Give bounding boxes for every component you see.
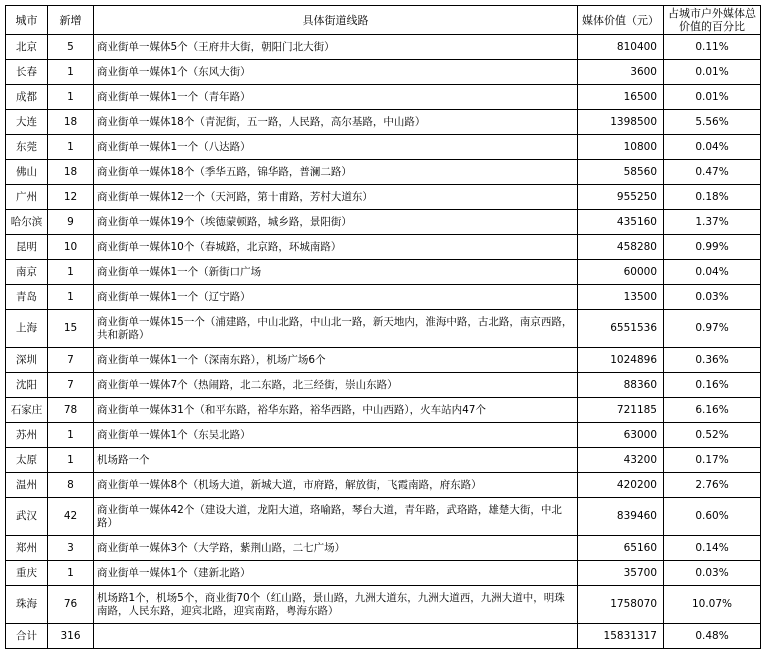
value-cell: 810400 bbox=[578, 35, 664, 60]
table-row bbox=[6, 473, 761, 498]
share-cell: 5.56% bbox=[664, 110, 761, 135]
header-route: 具体街道线路 bbox=[94, 6, 578, 35]
value-cell: 420200 bbox=[578, 473, 664, 498]
value-cell: 58560 bbox=[578, 160, 664, 185]
table-row bbox=[6, 448, 761, 473]
route-cell: 商业街单一媒体31个（和平东路，裕华东路，裕华西路，中山西路），火车站内47个 bbox=[94, 398, 578, 423]
table-row bbox=[6, 586, 761, 624]
new-cell: 1 bbox=[48, 60, 94, 85]
share-cell: 0.01% bbox=[664, 85, 761, 110]
route-cell: 商业街单一媒体42个（建设大道，龙阳大道，珞喻路，琴台大道，青年路，武珞路，雄楚大街，中北路） bbox=[94, 498, 578, 536]
table-row bbox=[6, 35, 761, 60]
share-cell: 6.16% bbox=[664, 398, 761, 423]
table-row bbox=[6, 110, 761, 135]
table-row bbox=[6, 398, 761, 423]
share-cell: 0.01% bbox=[664, 60, 761, 85]
city-cell: 苏州 bbox=[6, 423, 48, 448]
city-cell: 南京 bbox=[6, 260, 48, 285]
header-city: 城市 bbox=[6, 6, 48, 35]
route-cell: 机场路一个 bbox=[94, 448, 578, 473]
city-cell: 郑州 bbox=[6, 536, 48, 561]
value-cell: 435160 bbox=[578, 210, 664, 235]
new-cell: 1 bbox=[48, 260, 94, 285]
table-row bbox=[6, 423, 761, 448]
city-cell: 深圳 bbox=[6, 348, 48, 373]
table-row bbox=[6, 135, 761, 160]
city-cell: 广州 bbox=[6, 185, 48, 210]
value-cell: 88360 bbox=[578, 373, 664, 398]
route-cell: 商业街单一媒体1个（建新北路） bbox=[94, 561, 578, 586]
value-cell: 60000 bbox=[578, 260, 664, 285]
new-cell: 3 bbox=[48, 536, 94, 561]
city-cell: 北京 bbox=[6, 35, 48, 60]
city-cell: 珠海 bbox=[6, 586, 48, 624]
table-row bbox=[6, 498, 761, 536]
city-cell: 佛山 bbox=[6, 160, 48, 185]
total-row bbox=[6, 624, 761, 649]
share-cell: 1.37% bbox=[664, 210, 761, 235]
city-cell: 上海 bbox=[6, 310, 48, 348]
new-cell: 76 bbox=[48, 586, 94, 624]
city-cell: 哈尔滨 bbox=[6, 210, 48, 235]
new-cell: 15 bbox=[48, 310, 94, 348]
media-table bbox=[5, 5, 761, 649]
route-cell: 商业街单一媒体18个（季华五路，锦华路，普澜二路） bbox=[94, 160, 578, 185]
total-value: 15831317 bbox=[578, 624, 664, 649]
table-row bbox=[6, 235, 761, 260]
city-cell: 石家庄 bbox=[6, 398, 48, 423]
new-cell: 9 bbox=[48, 210, 94, 235]
city-cell: 长春 bbox=[6, 60, 48, 85]
share-cell: 10.07% bbox=[664, 586, 761, 624]
share-cell: 0.99% bbox=[664, 235, 761, 260]
route-cell: 商业街单一媒体15一个（浦建路，中山北路，中山北一路，新天地内，淮海中路，古北路，南京西路，共和新路） bbox=[94, 310, 578, 348]
share-cell: 0.97% bbox=[664, 310, 761, 348]
city-cell: 成都 bbox=[6, 85, 48, 110]
total-label: 合计 bbox=[6, 624, 48, 649]
route-cell: 商业街单一媒体12一个（天河路，第十甫路，芳村大道东） bbox=[94, 185, 578, 210]
city-cell: 东莞 bbox=[6, 135, 48, 160]
new-cell: 5 bbox=[48, 35, 94, 60]
new-cell: 1 bbox=[48, 135, 94, 160]
route-cell: 商业街单一媒体1一个（八达路） bbox=[94, 135, 578, 160]
table-row bbox=[6, 60, 761, 85]
new-cell: 1 bbox=[48, 423, 94, 448]
value-cell: 65160 bbox=[578, 536, 664, 561]
share-cell: 0.03% bbox=[664, 285, 761, 310]
table-row bbox=[6, 310, 761, 348]
city-cell: 太原 bbox=[6, 448, 48, 473]
value-cell: 1024896 bbox=[578, 348, 664, 373]
table-row bbox=[6, 260, 761, 285]
new-cell: 7 bbox=[48, 348, 94, 373]
value-cell: 13500 bbox=[578, 285, 664, 310]
new-cell: 42 bbox=[48, 498, 94, 536]
new-cell: 8 bbox=[48, 473, 94, 498]
share-cell: 0.04% bbox=[664, 260, 761, 285]
share-cell: 0.47% bbox=[664, 160, 761, 185]
route-cell: 商业街单一媒体7个（热闹路，北二东路，北三经街，崇山东路） bbox=[94, 373, 578, 398]
value-cell: 63000 bbox=[578, 423, 664, 448]
header-value: 媒体价值（元） bbox=[578, 6, 664, 35]
route-cell: 商业街单一媒体1一个（深南东路），机场广场6个 bbox=[94, 348, 578, 373]
route-cell: 机场路1个，机场5个，商业街70个（红山路，景山路，九洲大道东，九洲大道西，九洲大道中，明珠南路，人民东路，迎宾北路，迎宾南路，粤海东路） bbox=[94, 586, 578, 624]
new-cell: 1 bbox=[48, 85, 94, 110]
value-cell: 458280 bbox=[578, 235, 664, 260]
share-cell: 0.16% bbox=[664, 373, 761, 398]
share-cell: 0.03% bbox=[664, 561, 761, 586]
table-row bbox=[6, 536, 761, 561]
new-cell: 18 bbox=[48, 160, 94, 185]
value-cell: 721185 bbox=[578, 398, 664, 423]
table-row bbox=[6, 561, 761, 586]
table-row bbox=[6, 285, 761, 310]
new-cell: 7 bbox=[48, 373, 94, 398]
city-cell: 武汉 bbox=[6, 498, 48, 536]
table-row bbox=[6, 348, 761, 373]
value-cell: 955250 bbox=[578, 185, 664, 210]
route-cell: 商业街单一媒体18个（青泥街，五一路，人民路，高尔基路，中山路） bbox=[94, 110, 578, 135]
header-row bbox=[6, 6, 761, 35]
city-cell: 大连 bbox=[6, 110, 48, 135]
new-cell: 18 bbox=[48, 110, 94, 135]
header-share: 占城市户外媒体总价值的百分比 bbox=[664, 6, 761, 35]
new-cell: 1 bbox=[48, 285, 94, 310]
new-cell: 1 bbox=[48, 448, 94, 473]
route-cell: 商业街单一媒体10个（春城路，北京路，环城南路） bbox=[94, 235, 578, 260]
table-row bbox=[6, 160, 761, 185]
route-cell: 商业街单一媒体5个（王府井大街，朝阳门北大街） bbox=[94, 35, 578, 60]
route-cell: 商业街单一媒体1一个（新街口广场 bbox=[94, 260, 578, 285]
value-cell: 10800 bbox=[578, 135, 664, 160]
value-cell: 1398500 bbox=[578, 110, 664, 135]
route-cell: 商业街单一媒体3个（大学路，紫荆山路，二七广场） bbox=[94, 536, 578, 561]
value-cell: 839460 bbox=[578, 498, 664, 536]
header-new: 新增 bbox=[48, 6, 94, 35]
route-cell: 商业街单一媒体1个（东风大街） bbox=[94, 60, 578, 85]
share-cell: 0.04% bbox=[664, 135, 761, 160]
value-cell: 16500 bbox=[578, 85, 664, 110]
city-cell: 青岛 bbox=[6, 285, 48, 310]
share-cell: 0.17% bbox=[664, 448, 761, 473]
table-row bbox=[6, 85, 761, 110]
city-cell: 重庆 bbox=[6, 561, 48, 586]
total-share: 0.48% bbox=[664, 624, 761, 649]
share-cell: 0.52% bbox=[664, 423, 761, 448]
route-cell: 商业街单一媒体1个（东吴北路） bbox=[94, 423, 578, 448]
table-row bbox=[6, 210, 761, 235]
city-cell: 昆明 bbox=[6, 235, 48, 260]
total-route bbox=[94, 624, 578, 649]
share-cell: 2.76% bbox=[664, 473, 761, 498]
value-cell: 43200 bbox=[578, 448, 664, 473]
total-new: 316 bbox=[48, 624, 94, 649]
share-cell: 0.11% bbox=[664, 35, 761, 60]
route-cell: 商业街单一媒体19个（埃德蒙顿路，城乡路，景阳街） bbox=[94, 210, 578, 235]
route-cell: 商业街单一媒体1一个（辽宁路） bbox=[94, 285, 578, 310]
value-cell: 1758070 bbox=[578, 586, 664, 624]
value-cell: 35700 bbox=[578, 561, 664, 586]
new-cell: 10 bbox=[48, 235, 94, 260]
share-cell: 0.36% bbox=[664, 348, 761, 373]
table-row bbox=[6, 373, 761, 398]
table-row bbox=[6, 185, 761, 210]
new-cell: 12 bbox=[48, 185, 94, 210]
city-cell: 沈阳 bbox=[6, 373, 48, 398]
share-cell: 0.60% bbox=[664, 498, 761, 536]
new-cell: 1 bbox=[48, 561, 94, 586]
share-cell: 0.18% bbox=[664, 185, 761, 210]
route-cell: 商业街单一媒体8个（机场大道，新城大道，市府路，解放街，飞霞南路，府东路） bbox=[94, 473, 578, 498]
new-cell: 78 bbox=[48, 398, 94, 423]
city-cell: 温州 bbox=[6, 473, 48, 498]
route-cell: 商业街单一媒体1一个（青年路） bbox=[94, 85, 578, 110]
share-cell: 0.14% bbox=[664, 536, 761, 561]
value-cell: 6551536 bbox=[578, 310, 664, 348]
value-cell: 3600 bbox=[578, 60, 664, 85]
